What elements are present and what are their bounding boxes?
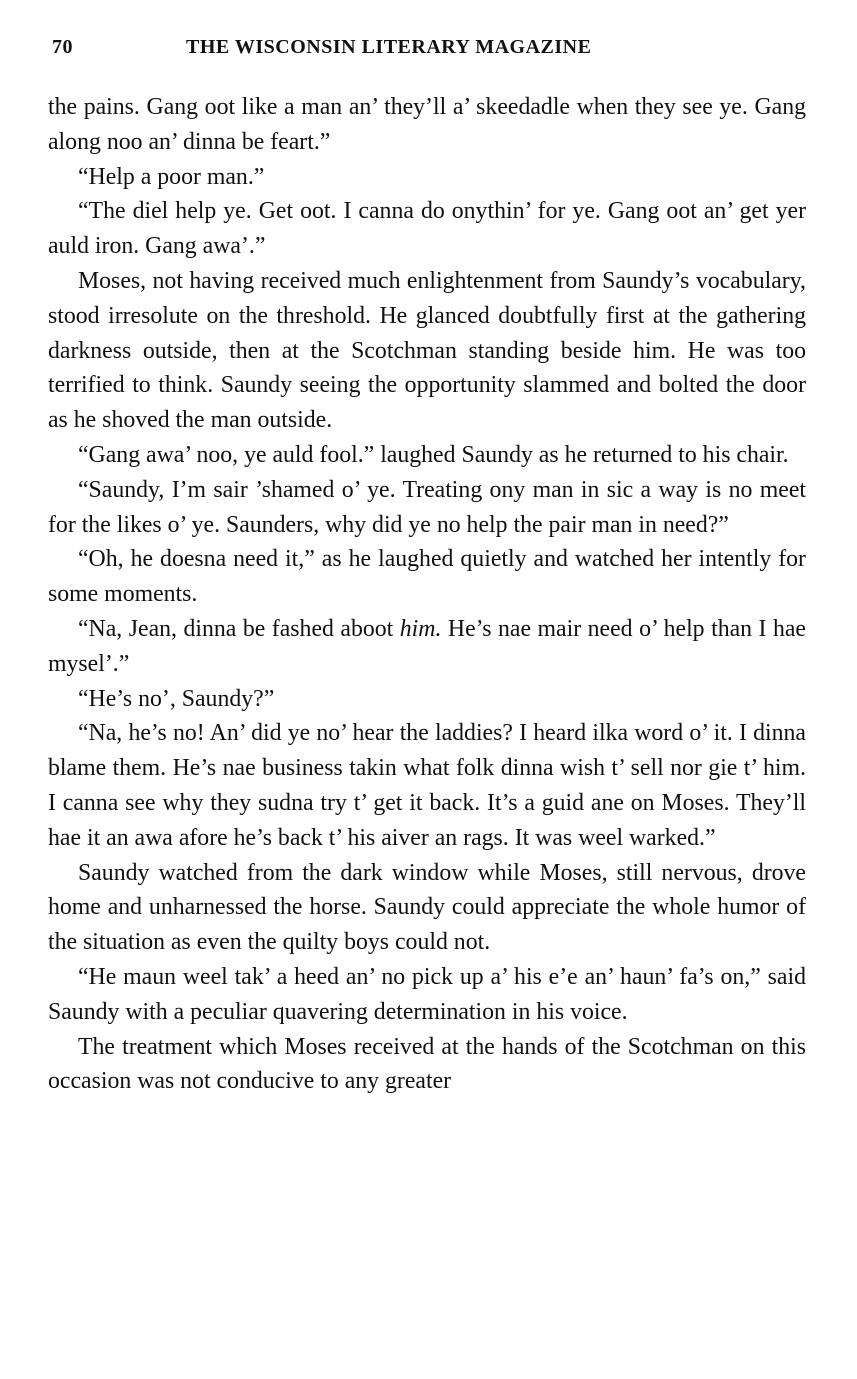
paragraph: “He maun weel tak’ a heed an’ no pick up a’ his e’e an’ haun’ fa’s on,” said Saundy with a peculiar quavering determination in his voice. — [48, 963, 806, 1025]
paragraph — [48, 612, 806, 682]
paragraph: the pains. Gang oot like a man an’ they’ll a’ skeedadle when they see ye. Gang along noo an’ dinna be feart.” — [48, 94, 806, 155]
paragraph-text: He’s nae mair need o’ help than I hae mysel’.” — [48, 615, 806, 677]
paragraph: “Help a poor man.” — [78, 163, 265, 190]
paragraph: The treatment which Moses received at the hands of the Scotchman on this occasion was not conducive to any greater — [48, 1033, 806, 1095]
paragraph: “He’s no’, Saundy?” — [78, 685, 275, 712]
paragraph: “Saundy, I’m sair ’shamed o’ ye. Treating ony man in sic a way is no meet for the likes o’ ye. Saunders, why did ye no help the pair man in need?” — [48, 476, 806, 538]
body-text — [48, 90, 806, 1099]
page-number: 70 — [52, 36, 73, 58]
paragraph: Moses, not having received much enlightenment from Saundy’s vocabulary, stood irresolute on the threshold. He glanced doubtfully first at the gathering darkness outside, then at the Scotchman standing beside him. He was too terrified to think. Saundy seeing the opportunity slammed and bolted the door as he shoved the man outside. — [48, 267, 806, 434]
paragraph: “The diel help ye. Get oot. I canna do onythin’ for ye. Gang oot an’ get yer auld iron. Gang awa’.” — [48, 198, 806, 260]
paragraph: “Oh, he doesna need it,” as he laughed quietly and watched her intently for some moments. — [48, 546, 806, 608]
paragraph-text: “Na, Jean, dinna be fashed aboot — [78, 615, 400, 642]
emphasized-word: him. — [399, 615, 442, 642]
paragraph: “Gang awa’ noo, ye auld fool.” laughed Saundy as he returned to his chair. — [78, 441, 789, 468]
running-title: THE WISCONSIN LITERARY MAGAZINE — [186, 36, 592, 58]
running-header — [48, 36, 688, 66]
paragraph: “Na, he’s no! An’ did ye no’ hear the laddies? I heard ilka word o’ it. I dinna blame them. He’s nae business takin what folk dinna wish t’ sell nor gie t’ him. I canna see why they sudna try t’ get it back. It’s a guid ane on Moses. They’ll hae it an awa afore he’s back t’ his aiver an rags. It was weel warked.” — [48, 720, 806, 851]
paragraph: Saundy watched from the dark window while Moses, still nervous, drove home and unharnessed the horse. Saundy could appreciate the whole humor of the situation as even the quilty boys could not. — [48, 859, 806, 956]
